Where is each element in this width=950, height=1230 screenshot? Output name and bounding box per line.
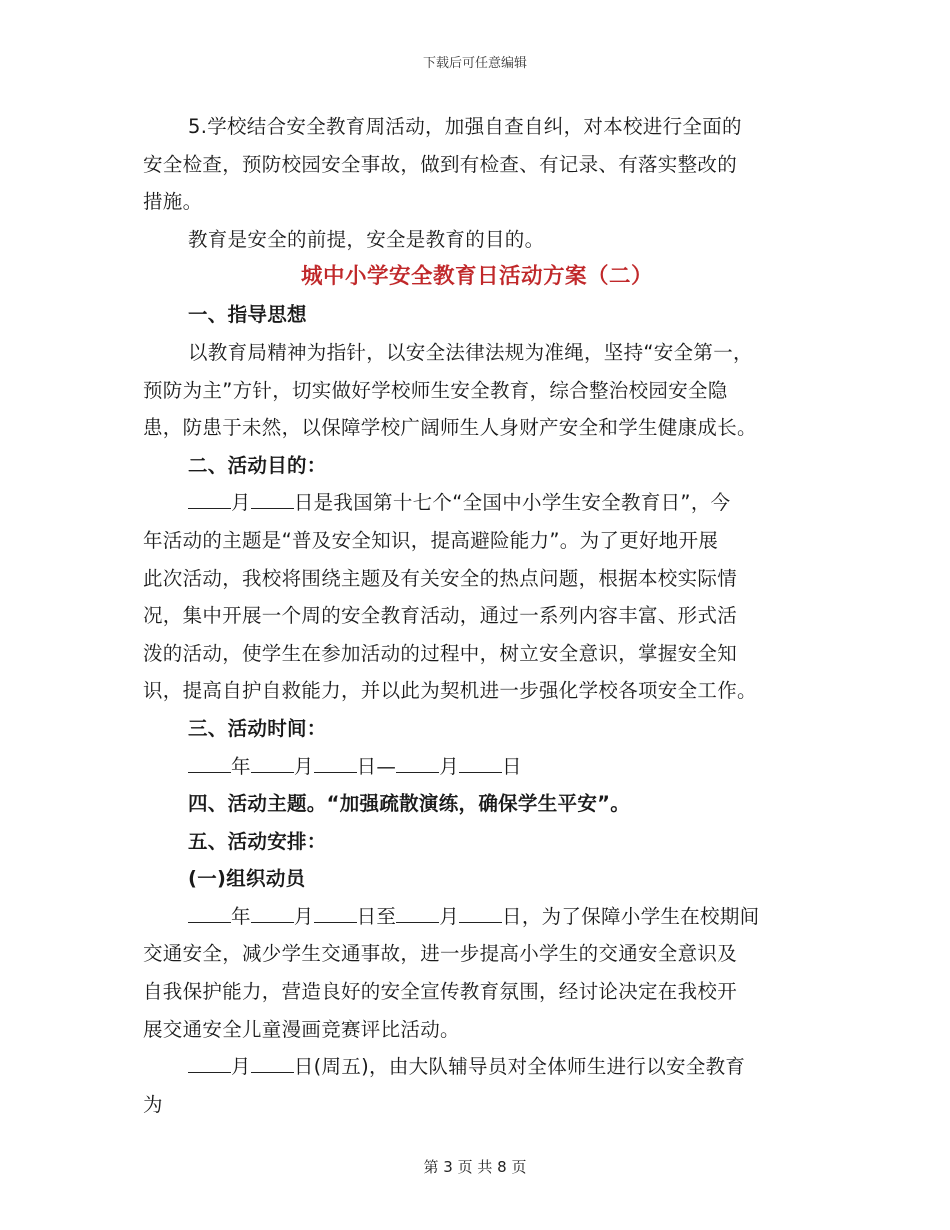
date-blank — [396, 904, 439, 923]
date-blank — [459, 754, 502, 773]
day-label: 日 — [502, 754, 522, 778]
para2-line1: 教育是安全的前提，安全是教育的目的。 — [188, 227, 545, 251]
section1-line1: 以教育局精神为指针，以安全法律法规为准绳，坚持“安全第一， — [188, 340, 753, 364]
document-title: 城中小学安全教育日活动方案（二） — [300, 264, 653, 290]
section5-p1-line1-text: 日，为了保障小学生在校期间 — [502, 904, 760, 928]
section1-line3: 患，防患于未然，以保障学校广阔师生人身财产安全和学生健康成长。 — [143, 416, 757, 440]
date-blank — [188, 754, 231, 773]
date-blank — [459, 904, 502, 923]
section2-line1-text: 日是我国第十七个“全国中小学生安全教育日”，今 — [293, 491, 731, 515]
section5-p1-line4: 展交通安全儿童漫画竞赛评比活动。 — [143, 1017, 460, 1041]
month-label: 月 — [293, 754, 314, 778]
section2-heading: 二、活动目的： — [188, 453, 327, 477]
date-blank — [188, 490, 231, 509]
section2-line3: 此次活动，我校将围绕主题及有关安全的热点问题，根据本校实际情 — [143, 566, 738, 590]
date-blank — [251, 490, 294, 509]
page-footer: 第 3 页 共 8 页 — [423, 1158, 527, 1176]
section5-p1-line3: 自我保护能力，营造良好的安全宣传教育氛围，经讨论决定在我校开 — [143, 980, 738, 1004]
date-blank — [396, 754, 439, 773]
section5-p1-line1 — [143, 898, 811, 936]
day-dash-label: 日— — [356, 754, 397, 778]
para1-line2: 安全检查，预防校园安全事故，做到有检查、有记录、有落实整改的 — [143, 152, 738, 176]
date-blank — [314, 754, 357, 773]
document-body — [143, 108, 811, 1123]
section1-line2: 预防为主”方针，切实做好学校师生安全教育，综合整治校园安全隐 — [143, 378, 728, 402]
para1-line3: 措施。 — [143, 190, 203, 214]
section5-sub1: (一)组织动员 — [188, 867, 306, 891]
header-note: 下载后可任意编辑 — [422, 56, 527, 71]
section2-line4: 况，集中开展一个周的安全教育活动，通过一系列内容丰富、形式活 — [143, 604, 738, 628]
date-blank — [188, 904, 231, 923]
date-blank — [251, 754, 294, 773]
section2-line6: 识，提高自护自救能力，并以此为契机进一步强化学校各项安全工作。 — [143, 679, 757, 703]
section1-heading: 一、指导思想 — [188, 303, 307, 327]
section5-p1-line2: 交通安全，减少学生交通事故，进一步提高小学生的交通安全意识及 — [143, 942, 738, 966]
para1-line1: 5.学校结合安全教育周活动，加强自查自纠，对本校进行全面的 — [188, 115, 742, 138]
dayto-label: 日至 — [356, 904, 397, 928]
section2-month: 月 — [231, 491, 251, 515]
date-blank — [251, 904, 294, 923]
year-label: 年 — [231, 904, 251, 928]
month-label: 月 — [439, 754, 460, 778]
month-label: 月 — [439, 904, 460, 928]
month-label: 月 — [231, 1055, 251, 1079]
section2-line5: 泼的活动，使学生在参加活动的过程中，树立安全意识，掌握安全知 — [143, 641, 738, 665]
section3-dates — [143, 748, 811, 786]
month-label: 月 — [293, 904, 314, 928]
section2-line2: 年活动的主题是“普及安全知识，提高避险能力”。为了更好地开展 — [143, 528, 719, 552]
date-blank — [314, 904, 357, 923]
year-label: 年 — [231, 754, 251, 778]
section5-p2-line2: 为 — [143, 1092, 163, 1116]
date-blank — [251, 1054, 294, 1073]
section5-heading: 五、活动安排： — [188, 829, 327, 853]
section2-line1 — [143, 484, 811, 522]
section5-p2-line1 — [143, 1048, 811, 1086]
date-blank — [188, 1054, 231, 1073]
section5-p2-line1-text: 日(周五)，由大队辅导员对全体师生进行以安全教育 — [293, 1055, 746, 1079]
section4-heading: 四、活动主题。“加强疏散演练，确保学生平安”。 — [188, 792, 631, 816]
section3-heading: 三、活动时间： — [188, 716, 327, 740]
